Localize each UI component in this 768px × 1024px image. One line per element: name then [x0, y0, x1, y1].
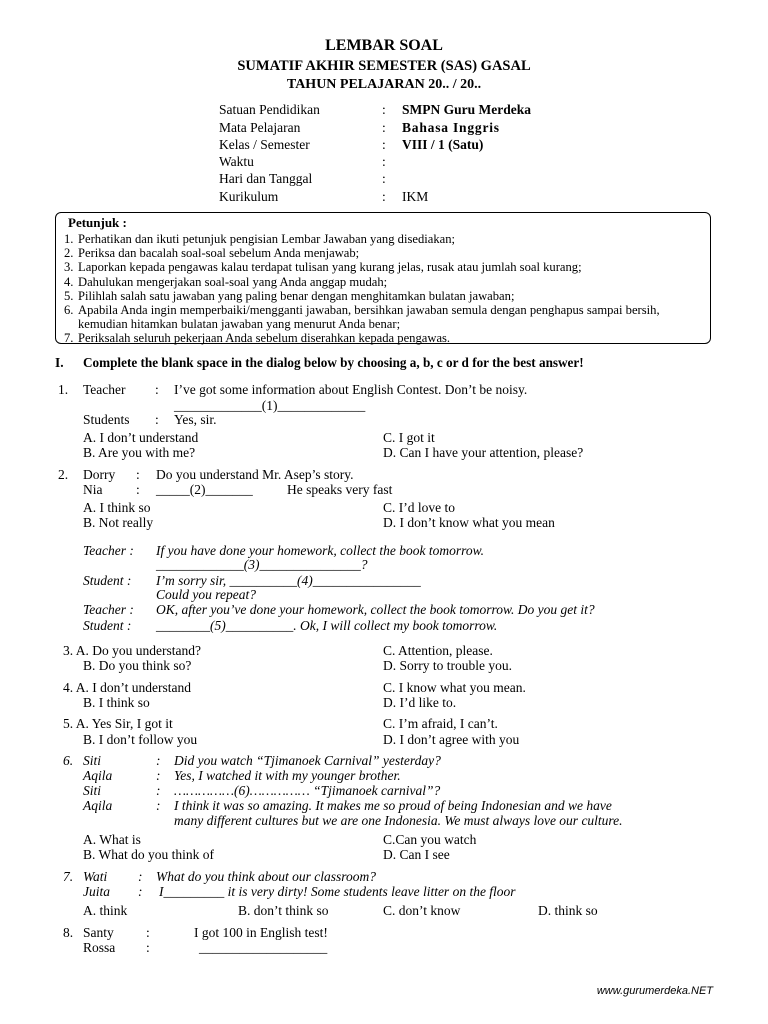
colon: :: [156, 798, 161, 813]
instruction-text: Laporkan kepada pengawas kalau terdapat tulisan yang kurang jelas, rusak atau jumlah soal kurang;: [78, 260, 582, 275]
footer-url[interactable]: www.gurumerdeka.NET: [596, 985, 713, 997]
dialog-line: Yes, sir.: [174, 412, 217, 427]
info-colon: :: [382, 137, 386, 152]
option-b[interactable]: B. Are you with me?: [83, 445, 196, 460]
dialog-line: Yes, I watched it with my younger brother.: [174, 768, 401, 783]
instruction-text: Apabila Anda ingin memperbaiki/mengganti jawaban, bersihkan jawaban semula dengan penghapus sampai bersih, kemudian hitamkan bulatan jawaban yang menurut Anda benar;: [78, 303, 660, 332]
instructions-heading: Petunjuk :: [68, 215, 127, 230]
blank-line: _____________(1)_____________: [174, 398, 366, 413]
speaker: Dorry: [83, 467, 116, 482]
page-subtitle: SUMATIF AKHIR SEMESTER (SAS) GASAL: [237, 58, 531, 74]
option-d[interactable]: D. Sorry to trouble you.: [383, 658, 512, 673]
option-c[interactable]: C. don’t know: [383, 903, 461, 918]
info-label: Waktu: [219, 154, 254, 169]
instruction-item: [64, 303, 704, 331]
info-colon: :: [382, 154, 386, 169]
dialog-line: Could you repeat?: [156, 587, 256, 602]
instruction-number: 5.: [64, 288, 74, 303]
option-b[interactable]: B. don’t think so: [238, 903, 329, 918]
instruction-number: 3.: [64, 260, 74, 275]
option-d[interactable]: D. think so: [538, 903, 598, 918]
dialog-line: Do you understand Mr. Asep’s story.: [156, 467, 354, 482]
info-value: VIII / 1 (Satu): [402, 137, 484, 152]
option-b[interactable]: B. I think so: [83, 695, 150, 710]
instruction-item: [64, 260, 704, 274]
option-c[interactable]: C. Attention, please.: [383, 643, 493, 658]
instruction-number: 1.: [64, 232, 74, 246]
colon: :: [138, 884, 143, 899]
speaker: Students: [83, 412, 130, 427]
option-a[interactable]: A. think: [83, 903, 128, 918]
colon: :: [156, 783, 161, 798]
instruction-text: Pilihlah salah satu jawaban yang paling benar dengan menghitamkan bulatan jawaban;: [78, 288, 515, 303]
speaker: Aqila: [83, 768, 113, 783]
dialog-line: I got 100 in English test!: [194, 925, 328, 940]
section-number: I.: [55, 355, 64, 370]
instruction-text: Dahulukan mengerjakan soal-soal yang Anda anggap mudah;: [78, 274, 388, 289]
info-value: SMPN Guru Merdeka: [402, 102, 531, 117]
speaker: Teacher: [83, 382, 126, 397]
speaker: Santy: [83, 925, 114, 940]
instruction-text: Perhatikan dan ikuti petunjuk pengisian Lembar Jawaban yang disediakan;: [78, 232, 456, 246]
question-number: 8.: [63, 925, 74, 940]
option-c[interactable]: C. I’m afraid, I can’t.: [383, 716, 498, 731]
speaker: Student :: [83, 573, 132, 588]
colon: :: [156, 768, 161, 783]
instruction-item: [64, 246, 704, 260]
option-b[interactable]: B. I don’t follow you: [83, 732, 198, 747]
blank-line: ___________________: [199, 940, 328, 955]
dialog-line: Did you watch “Tjimanoek Carnival” yesterday?: [174, 753, 441, 768]
dialog-line: I’m sorry sir, __________(4)________________: [156, 573, 421, 588]
blank-line: _____________(3)_______________?: [156, 557, 368, 572]
speaker: Aqila: [83, 798, 113, 813]
info-value: IKM: [402, 189, 429, 204]
info-colon: :: [382, 189, 386, 204]
info-label: Mata Pelajaran: [219, 120, 301, 135]
option-a[interactable]: A. I don’t understand: [83, 430, 199, 445]
instruction-item: [64, 289, 704, 303]
option-d[interactable]: D. Can I have your attention, please?: [383, 445, 584, 460]
option-d[interactable]: D. Can I see: [383, 847, 450, 862]
academic-year: TAHUN PELAJARAN 20.. / 20..: [286, 77, 482, 92]
option-b[interactable]: B. Do you think so?: [83, 658, 192, 673]
info-colon: :: [382, 102, 386, 117]
question-number: 7.: [63, 869, 74, 884]
dialog-line: many different cultures but we are one Indonesia. We must always love our culture.: [174, 813, 623, 828]
dialog-line: ________(5)__________. Ok, I will collect my book tomorrow.: [156, 618, 498, 633]
instruction-item: [64, 232, 704, 246]
info-label: Kelas / Semester: [219, 137, 310, 152]
dialog-line: I’ve got some information about English Contest. Don’t be noisy.: [174, 382, 528, 397]
option-c[interactable]: C. I know what you mean.: [383, 680, 526, 695]
blank-line: ……………(6)…………… “Tjimanoek carnival”?: [174, 783, 441, 798]
option-a[interactable]: A. I think so: [83, 500, 151, 515]
page-title: LEMBAR SOAL: [325, 37, 443, 54]
dialog-line: I think it was so amazing. It makes me so proud of being Indonesian and we have: [174, 798, 612, 813]
speaker: Nia: [83, 482, 103, 497]
speaker: Siti: [83, 753, 102, 768]
speaker: Siti: [83, 783, 102, 798]
option-a[interactable]: 4. A. I don’t understand: [63, 680, 191, 695]
dialog-line: He speaks very fast: [287, 482, 393, 497]
instruction-number: 4.: [64, 274, 74, 289]
speaker: Juita: [83, 884, 110, 899]
instruction-number: 6.: [64, 303, 74, 318]
speaker: Rossa: [83, 940, 116, 955]
colon: :: [146, 940, 150, 955]
instruction-text: Periksa dan bacalah soal-soal sebelum Anda menjawab;: [78, 246, 360, 261]
speaker: Wati: [83, 869, 108, 884]
option-d[interactable]: D. I don’t agree with you: [383, 732, 520, 747]
question-number: 2.: [58, 467, 69, 482]
option-c[interactable]: C. I’d love to: [383, 500, 455, 515]
info-label: Satuan Pendidikan: [219, 102, 320, 117]
blank-line: _____(2)_______: [156, 482, 253, 497]
option-a[interactable]: 5. A. Yes Sir, I got it: [63, 716, 173, 731]
colon: :: [138, 869, 143, 884]
option-b[interactable]: B. What do you think of: [83, 847, 214, 862]
option-d[interactable]: D. I don’t know what you mean: [383, 515, 555, 530]
colon: :: [156, 753, 161, 768]
option-c[interactable]: C.Can you watch: [383, 832, 477, 847]
speaker: Student :: [83, 618, 132, 633]
colon: :: [155, 382, 159, 397]
instruction-text: Periksalah seluruh pekerjaan Anda sebelum diserahkan kepada pengawas.: [78, 331, 451, 346]
info-label: Hari dan Tanggal: [219, 171, 313, 186]
dialog-line: What do you think about our classroom?: [156, 869, 376, 884]
option-d[interactable]: D. I’d like to.: [383, 695, 457, 710]
info-colon: :: [382, 171, 386, 186]
info-colon: :: [382, 120, 386, 135]
question-number: 1.: [58, 382, 69, 397]
colon: :: [136, 482, 140, 497]
speaker: Teacher :: [83, 543, 134, 558]
option-a[interactable]: A. What is: [83, 832, 141, 847]
dialog-line: OK, after you’ve done your homework, collect the book tomorrow. Do you get it?: [156, 602, 595, 617]
instructions-list: [64, 232, 704, 346]
info-value: Bahasa Inggris: [402, 120, 500, 135]
question-number: 6.: [63, 753, 74, 768]
instruction-item: [64, 275, 704, 289]
colon: :: [136, 467, 140, 482]
instructions-box: [55, 212, 711, 344]
instruction-number: 7.: [64, 331, 74, 346]
speaker: Teacher :: [83, 602, 134, 617]
dialog-line: If you have done your homework, collect the book tomorrow.: [156, 543, 485, 558]
section-title: Complete the blank space in the dialog below by choosing a, b, c or d for the best answer!: [83, 355, 584, 370]
dialog-line: I_________ it is very dirty! Some students leave litter on the floor: [159, 884, 516, 899]
colon: :: [155, 412, 159, 427]
instruction-number: 2.: [64, 246, 74, 261]
option-c[interactable]: C. I got it: [383, 430, 435, 445]
option-b[interactable]: B. Not really: [83, 515, 154, 530]
instruction-item: [64, 331, 704, 345]
option-a[interactable]: 3. A. Do you understand?: [63, 643, 201, 658]
colon: :: [146, 925, 150, 940]
info-label: Kurikulum: [219, 189, 279, 204]
